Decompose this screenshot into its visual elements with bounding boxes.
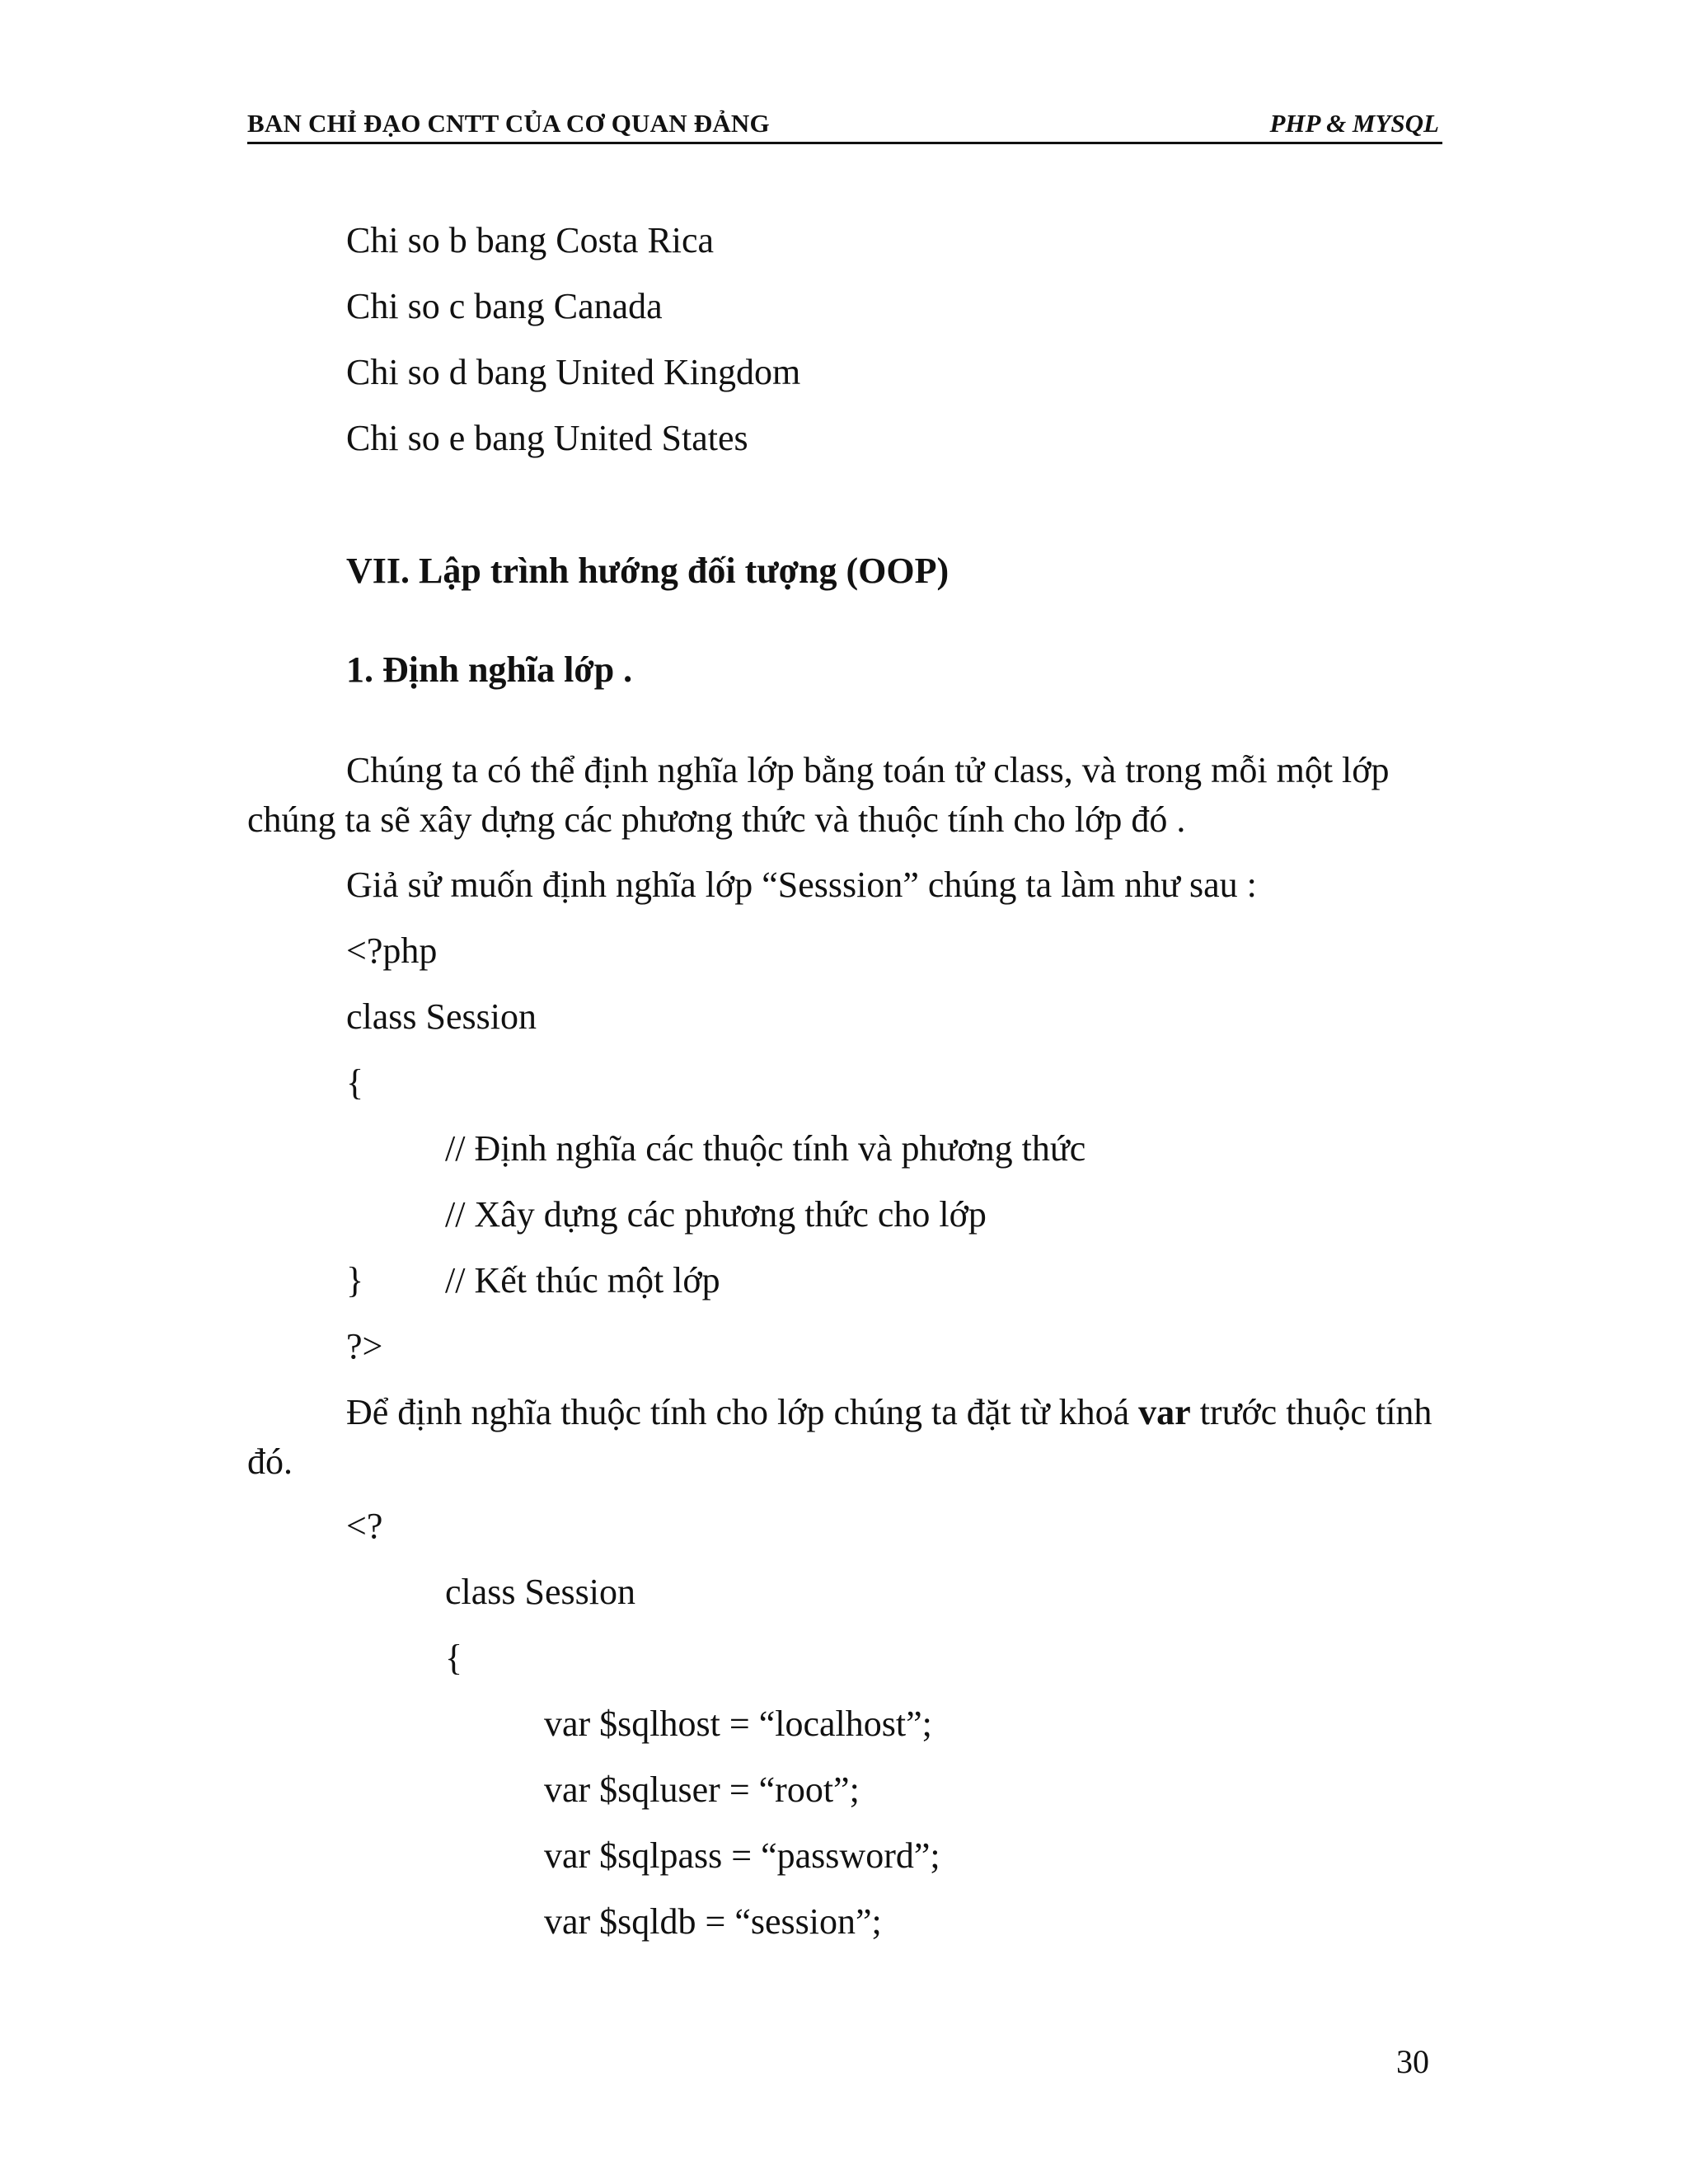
paragraph-var-keyword (247, 1388, 1442, 1487)
output-line: Chi so d bang United Kingdom (346, 352, 801, 392)
paragraph-class-definition: Chúng ta có thể định nghĩa lớp bằng toán tử class, và trong mỗi một lớp chúng ta sẽ xây dựng các phương thức và thuộc tính cho lớp đó . (247, 750, 1390, 840)
output-line: Chi so c bang Canada (346, 286, 663, 326)
code-comment: // Xây dựng các phương thức cho lớp (445, 1194, 987, 1235)
code-close-brace: } (346, 1260, 364, 1301)
code-open-tag: <? (346, 1506, 383, 1546)
code-comment-end-class: // Kết thúc một lớp (445, 1260, 720, 1301)
code-class-declaration: class Session (445, 1572, 635, 1612)
code-var-line: var $sqlhost = “localhost”; (544, 1704, 932, 1744)
code-class-declaration: class Session (346, 996, 537, 1037)
code-open-tag: <?php (346, 930, 438, 971)
header-organization: BAN CHỈ ĐẠO CNTT CỦA CƠ QUAN ĐẢNG (247, 109, 770, 138)
paragraph-text: Để định nghĩa thuộc tính cho lớp chúng ta đặt từ khoá (346, 1392, 1139, 1432)
subsection-title: 1. Định nghĩa lớp . (346, 649, 633, 690)
section-title: VII. Lập trình hướng đối tượng (OOP) (346, 551, 950, 591)
code-close-tag: ?> (346, 1326, 383, 1366)
paragraph-text: trước thuộc tính đó. (247, 1392, 1432, 1482)
page-header (247, 105, 1442, 144)
code-open-brace: { (346, 1062, 364, 1103)
code-var-line: var $sqlpass = “password”; (544, 1835, 940, 1876)
output-line: Chi so e bang United States (346, 418, 748, 458)
code-var-line: var $sqldb = “session”; (544, 1901, 882, 1942)
page-number: 30 (1396, 2043, 1429, 2080)
code-var-line: var $sqluser = “root”; (544, 1769, 860, 1810)
output-line: Chi so b bang Costa Rica (346, 220, 715, 260)
header-book-title: PHP & MYSQL (1269, 109, 1439, 138)
code-comment: // Định nghĩa các thuộc tính và phương thức (445, 1128, 1086, 1169)
keyword-var: var (1138, 1392, 1191, 1432)
code-open-brace: { (445, 1638, 463, 1678)
paragraph-example-intro: Giả sử muốn định nghĩa lớp “Sesssion” chúng ta làm như sau : (346, 865, 1257, 905)
